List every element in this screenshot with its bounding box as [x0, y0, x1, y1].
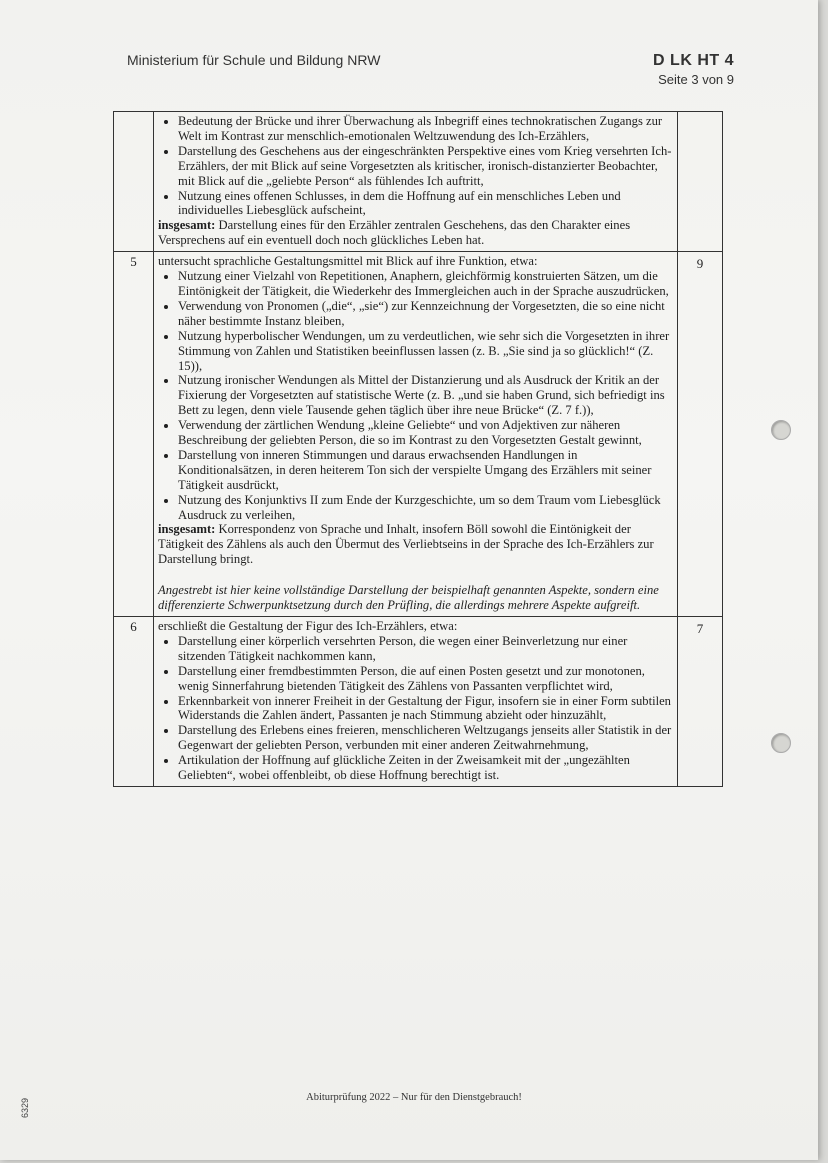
list-item: • Darstellung von inneren Stimmungen und daraus erwachsenden Handlungen in Konditionalsätzen, in deren heiterem Ton sich der verspielte Umgang des Erzählers mit seiner Tätigkeit ausdrückt, — [178, 448, 672, 493]
task-description — [154, 617, 678, 787]
list-item: • Nutzung ironischer Wendungen als Mittel der Distanzierung und als Ausdruck der Kritik an der Fixierung der Vorgesetzten auf statistische Werte (z. B. „und sie haben Grund, sich befriedigt ins Bett zu legen, denn viele Tausende gehen täglich über ihre neue Brücke“ (Z. 7 f.)), — [178, 373, 672, 418]
bullet-list — [158, 269, 672, 522]
task-description — [154, 252, 678, 617]
bullet-list — [158, 114, 672, 218]
punch-hole — [771, 420, 791, 440]
assessment-note: Angestrebt ist hier keine vollständige Darstellung der beispielhaft genannten Aspekte, sondern eine differenzierte Schwerpunktsetzung durch den Prüfling, die allerdings mehrere Aspekte aufgreift. — [158, 583, 659, 613]
list-item: • Verwendung von Pronomen („die“, „sie“) zur Kennzeichnung der Vorgesetzten, die so eine nicht näher bestimmte Instanz bleiben, — [178, 299, 672, 329]
bullet-list — [158, 634, 672, 783]
list-item: • Bedeutung der Brücke und ihrer Überwachung als Inbegriff eines technokratischen Zugangs zur Welt im Kontrast zur menschlich-emotionalen Weltzuwendung des Ich-Erzählers, — [178, 114, 672, 144]
task-description — [154, 112, 678, 252]
page-number: Seite 3 von 9 — [658, 72, 734, 87]
task-points: 9 — [678, 252, 723, 617]
list-item: • Darstellung einer fremdbestimmten Person, die auf einen Posten gesetzt und zur monotonen, wenig Sinnerfahrung bietenden Tätigkeit des Zählens von Passanten verpflichtet wird, — [178, 664, 672, 694]
table-row — [114, 617, 723, 787]
list-item: • Nutzung hyperbolischer Wendungen, um zu verdeutlichen, wie sehr sich die Vorgesetzten in ihrer Stimmung von Zahlen und Statistiken beeinflussen lassen (z. B. „Sie sind ja so glücklich!“ (Z. 15)), — [178, 329, 672, 374]
task-intro: untersucht sprachliche Gestaltungsmittel mit Blick auf ihre Funktion, etwa: — [158, 254, 538, 269]
side-code: 6329 — [20, 1097, 30, 1118]
task-points: 7 — [678, 617, 723, 787]
summary-text: Korrespondenz von Sprache und Inhalt, insofern Böll sowohl die Eintönigkeit der Tätigkeit des Zählens als auch den Übermut des Verliebtseins in der Sprache des Ich-Erzählers zur Darstellung bringt. — [158, 522, 654, 567]
header-right — [653, 52, 734, 87]
list-item: • Erkennbarkeit von innerer Freiheit in der Gestaltung der Figur, insofern sie in einer Form subtilen Widerstands die Zahlen ändert, Passanten je nach Stimmung abzieht oder hinzuzählt, — [178, 694, 672, 724]
task-number — [114, 112, 154, 252]
task-points — [678, 112, 723, 252]
list-item: • Darstellung einer körperlich versehrten Person, die wegen einer Beinverletzung nur einer sitzenden Tätigkeit nachkommen kann, — [178, 634, 672, 664]
summary-label: insgesamt: — [158, 522, 216, 537]
list-item: • Nutzung eines offenen Schlusses, in dem die Hoffnung auf ein menschliches Leben und individuelles Liebesglück aufscheint, — [178, 189, 672, 219]
list-item: • Nutzung einer Vielzahl von Repetitionen, Anaphern, gleichförmig konstruierten Sätzen, um die Eintönigkeit der Tätigkeit, die Wiederkehr des Immergleichen auch in der Sprache auszudrücken, — [178, 269, 672, 299]
summary — [158, 522, 672, 567]
summary — [158, 218, 672, 248]
footer-note: Abiturprüfung 2022 – Nur für den Dienstgebrauch! — [306, 1092, 522, 1103]
ministry-name: Ministerium für Schule und Bildung NRW — [127, 52, 381, 68]
assessment-table — [113, 111, 723, 787]
task-number: 6 — [114, 617, 154, 787]
list-item: • Verwendung der zärtlichen Wendung „kleine Geliebte“ und von Adjektiven zur näheren Beschreibung der geliebten Person, die so im Kontrast zu den Vorgesetzten Gestalt gewinnt, — [178, 418, 672, 448]
list-item: • Darstellung des Geschehens aus der eingeschränkten Perspektive eines vom Krieg versehrten Ich-Erzählers, der mit Blick auf seine Vorgesetzten als kritischer, ironisch-distanzierter Beobachter, mit Blick auf die „geliebte Person“ als fühlendes Ich auftritt, — [178, 144, 672, 189]
list-item: • Nutzung des Konjunktivs II zum Ende der Kurzgeschichte, um so dem Traum vom Liebesglück Ausdruck zu verleihen, — [178, 493, 672, 523]
list-item: • Darstellung des Erlebens eines freieren, menschlicheren Weltzugangs jenseits aller Statistik in der Gegenwart der geliebten Person, verbunden mit einer anderen Zeitwahrnehmung, — [178, 723, 672, 753]
summary-label: insgesamt: — [158, 218, 216, 233]
list-item: • Artikulation der Hoffnung auf glückliche Zeiten in der Zweisamkeit mit der „ungezählten Geliebten“, wobei offenbleibt, ob diese Hoffnung berechtigt ist. — [178, 753, 672, 783]
task-number: 5 — [114, 252, 154, 617]
exam-code: D LK HT 4 — [653, 52, 734, 69]
table-row — [114, 112, 723, 252]
table-row — [114, 252, 723, 617]
summary-text: Darstellung eines für den Erzähler zentralen Geschehens, das den Charakter eines Versprechens auf ein eventuell doch noch glückliches Leben hat. — [158, 218, 631, 248]
punch-hole — [771, 733, 791, 753]
task-intro: erschließt die Gestaltung der Figur des Ich-Erzählers, etwa: — [158, 619, 458, 633]
